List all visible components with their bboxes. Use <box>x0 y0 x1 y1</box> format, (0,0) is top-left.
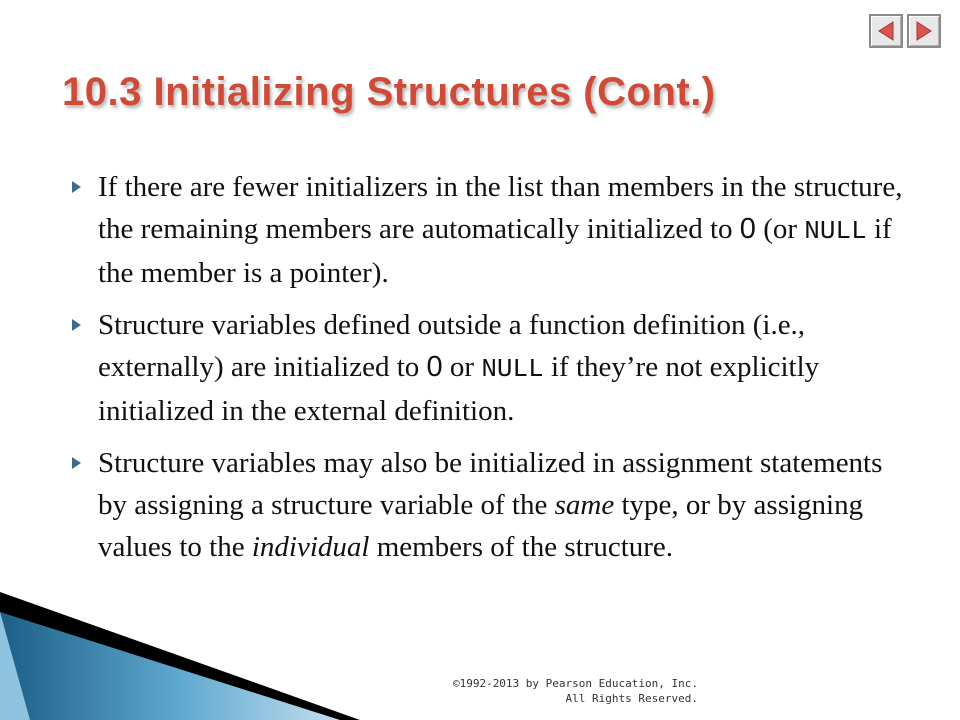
rights-line: All Rights Reserved. <box>565 692 698 705</box>
code-null: NULL <box>804 216 867 246</box>
code-zero: 0 <box>426 351 443 383</box>
next-slide-button[interactable] <box>907 14 941 48</box>
bullet-item <box>68 442 908 568</box>
bullet-text: If there are fewer initializers in the list than members in the structure, the remaining members are automatically initialized to <box>98 171 903 245</box>
code-null: NULL <box>481 354 544 384</box>
bullet-item <box>68 166 908 294</box>
bullet-text: or <box>442 351 482 383</box>
emphasis-text: same <box>554 489 615 521</box>
bullet-text: Structure variables defined outside a function definition (i.e., externally) are initialized to <box>98 309 806 383</box>
bullet-text: Structure variables may also be initialized in assignment statements by assigning a structure variable of the <box>98 447 883 521</box>
next-slide-icon <box>913 20 935 42</box>
triangle-bullet-icon <box>72 319 81 331</box>
emphasis-text: individual <box>251 531 370 563</box>
bullet-text: (or <box>755 213 805 245</box>
code-zero: 0 <box>739 213 756 245</box>
slide-title: 10.3 Initializing Structures (Cont.) <box>62 70 716 114</box>
bullet-item <box>68 304 908 432</box>
bullet-text: if they’re not explicitly initialized in the external definition. <box>98 351 820 427</box>
bullet-text: members of the structure. <box>369 531 674 563</box>
copyright-footer <box>453 676 698 706</box>
copyright-line: ©1992-2013 by Pearson Education, Inc. <box>452 677 698 690</box>
previous-slide-button[interactable] <box>869 14 903 48</box>
triangle-bullet-icon <box>72 181 81 193</box>
previous-slide-icon <box>875 20 897 42</box>
bullet-text: type, or by assigning values to the <box>98 489 864 563</box>
triangle-bullet-icon <box>72 457 81 469</box>
bullet-list <box>68 166 908 578</box>
bullet-text: if the member is a pointer). <box>98 213 892 289</box>
